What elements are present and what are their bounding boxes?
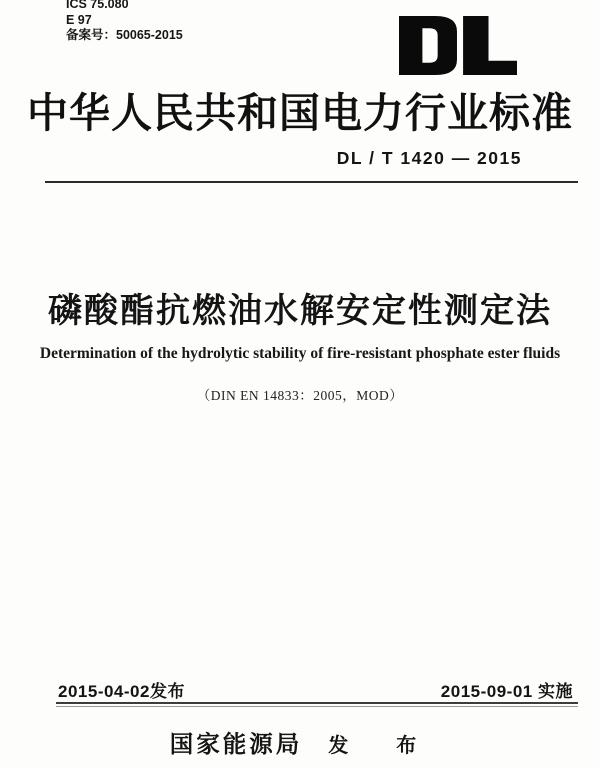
implementation-label: 实施 <box>538 682 573 701</box>
dl-logo-graphic <box>399 16 517 75</box>
issue-label: 发布 <box>149 682 185 701</box>
dl-logo <box>399 16 517 75</box>
footer-rule <box>56 702 578 707</box>
publisher-row <box>0 725 600 759</box>
adoption-note: （DIN EN 14833：2005，MOD） <box>196 388 404 403</box>
dates-row <box>58 677 573 702</box>
standard-number: DL / T 1420 — 2015 <box>336 148 522 168</box>
record-number: 备案号：50065-2015 <box>66 28 183 42</box>
header-rule <box>45 181 578 183</box>
standard-title-english: Determination of the hydrolytic stability of fire-resistant phosphate ester fluids <box>39 345 561 362</box>
country-standard-title: 中华人民共和国电力行业标准 <box>27 90 573 136</box>
issue-date: 2015-04-02 <box>58 682 150 701</box>
publish-label: 发 布 <box>328 735 431 757</box>
class-code: E 97 <box>66 12 92 27</box>
ics-code: ICS 75.080 <box>66 0 129 11</box>
implementation-date-block <box>441 677 573 702</box>
implementation-date: 2015-09-01 <box>440 682 533 701</box>
classification-block <box>66 0 183 44</box>
standard-title-chinese: 磷酸酯抗燃油水解安定性测定法 <box>48 292 552 330</box>
issue-date-block <box>58 677 185 702</box>
issuing-authority: 国家能源局 <box>169 732 303 758</box>
